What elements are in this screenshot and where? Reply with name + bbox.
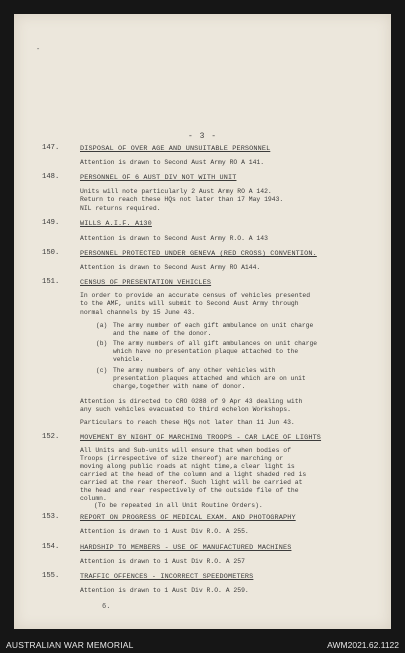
archive-footer: [0, 637, 405, 653]
order-title: PERSONNEL PROTECTED UNDER GENEVA (RED CROSS) CONVENTION.: [80, 250, 317, 258]
order-number: 148.: [42, 173, 60, 181]
order-number: 149.: [42, 219, 60, 227]
order-title: HARDSHIP TO MEMBERS - USE OF MANUFACTURED MACHINES: [80, 544, 292, 552]
page-number: - 3 -: [187, 132, 217, 141]
order-title: TRAFFIC OFFENCES - INCORRECT SPEEDOMETERS: [80, 573, 254, 581]
order-title: REPORT ON PROGRESS OF MEDICAL EXAM. AND PHOTOGRAPHY: [80, 514, 296, 522]
order-number: 147.: [42, 144, 60, 152]
order-title: WILLS A.I.F. A130: [80, 220, 152, 228]
list-item-text: The army numbers of all gift ambulances on unit charge which have no presentation plaque attached to the vehicle.: [113, 340, 318, 363]
order-body: Attention is drawn to Second Aust Army R.O. A 143: [80, 235, 268, 242]
bottom-mark: 6.: [102, 603, 111, 611]
order-number: 150.: [42, 249, 60, 257]
order-body: Attention is drawn to Second Aust Army RO A144.: [80, 264, 261, 271]
list-item-text: The army number of each gift ambulance on unit charge and the name of the donor.: [113, 322, 314, 337]
order-title: PERSONNEL OF 6 AUST DIV NOT WITH UNIT: [80, 174, 237, 182]
order-title: CENSUS OF PRESENTATION VEHICLES: [80, 279, 212, 287]
order-number: 152.: [42, 433, 60, 441]
list-item-label: (a): [96, 322, 108, 329]
list-item-label: (b): [96, 340, 108, 347]
order-note: (To be repeated in all Unit Routine Orders).: [94, 502, 263, 509]
order-body: Attention is drawn to 1 Aust Div R.O. A 259.: [80, 587, 249, 594]
order-body: All Units and Sub-units will ensure that when bodies of Troops (irrespective of size thereof) are marching or moving along public roads at night time,a clear light is carried at the head of the column and a light shaded red is carried at the rear thereof. Such light will be carried at the head and rear respectively of the outside file of the column.: [80, 447, 307, 502]
order-number: 151.: [42, 278, 60, 286]
order-title: DISPOSAL OF OVER AGE AND UNSUITABLE PERSONNEL: [80, 145, 271, 153]
order-body: Attention is drawn to Second Aust Army RO A 141.: [80, 159, 265, 166]
order-number: 153.: [42, 513, 60, 521]
order-title: MOVEMENT BY NIGHT OF MARCHING TROOPS - CAR LACE OF LIGHTS: [80, 434, 322, 442]
order-body-continued: Attention is directed to CRO 0288 of 9 Apr 43 dealing with any such vehicles evacuated to third echelon Workshops.: [80, 398, 303, 414]
list-item-text: The army numbers of any other vehicles with presentation plaques attached and which are on unit charge,together with name of donor.: [113, 367, 306, 390]
order-body: Attention is drawn to 1 Aust Div R.O. A 257: [80, 558, 245, 565]
document-page: [14, 14, 391, 629]
footer-accession-number: AWM2021.62.1122: [327, 640, 399, 650]
footer-institution: AUSTRALIAN WAR MEMORIAL: [6, 640, 134, 650]
list-item-label: (c): [96, 367, 108, 374]
order-number: 155.: [42, 572, 60, 580]
top-mark: -: [36, 46, 41, 54]
order-body: In order to provide an accurate census of vehicles presented to the AMF, units will submit to Second Aust Army through normal channels by 15 June 43.: [80, 292, 311, 316]
order-body: Attention is drawn to 1 Aust Div R.O. A 255.: [80, 528, 249, 535]
order-body: Units will note particularly 2 Aust Army RO A 142. Return to reach these HQs not later than 17 May 1943. NIL returns required.: [80, 188, 284, 212]
order-body-deadline: Particulars to reach these HQs not later than 11 Jun 43.: [80, 419, 295, 426]
order-number: 154.: [42, 543, 60, 551]
